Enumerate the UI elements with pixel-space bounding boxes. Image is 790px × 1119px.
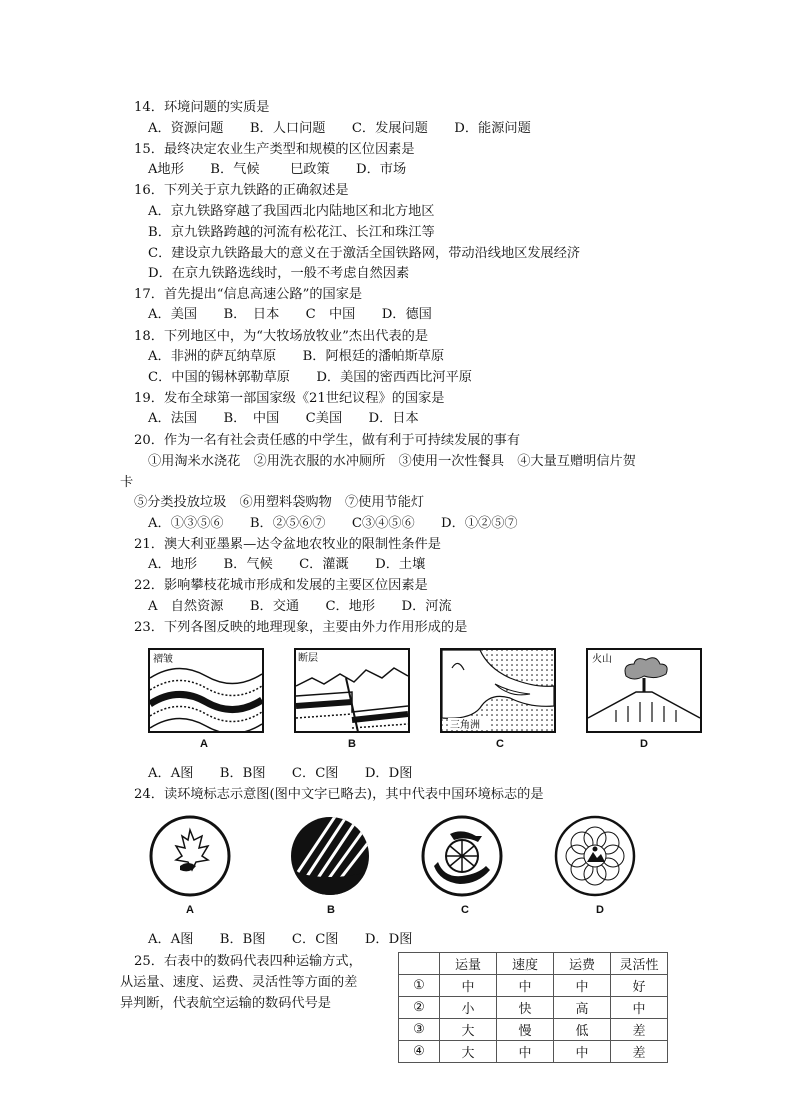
ring-circles-logo xyxy=(553,812,639,902)
fig23-caption-b: B xyxy=(348,738,356,750)
table-header-cell: 速度 xyxy=(497,953,554,975)
q14-options: A．资源问题 B．人口问题 C．发展问题 D．能源问题 xyxy=(148,121,531,136)
table-cell: ① xyxy=(399,975,440,997)
q20-options: A．①③⑤⑥ B．②⑤⑥⑦ C③④⑤⑥ D．①②⑤⑦ xyxy=(148,516,518,531)
table-cell: ② xyxy=(399,997,440,1019)
q24-options: A．A图 B．B图 C．C图 D．D图 xyxy=(148,932,413,947)
table-row xyxy=(399,1019,668,1041)
fold-label: 褶皱 xyxy=(153,654,173,665)
table-cell: ④ xyxy=(399,1041,440,1063)
volcano-label: 火山 xyxy=(592,654,612,665)
fig24-caption-d: D xyxy=(596,904,604,916)
table-header-cell: 运量 xyxy=(440,953,497,975)
q14-stem: 14．环境问题的实质是 xyxy=(134,100,270,115)
q18-options-cd: C．中国的锡林郭勒草原 D．美国的密西西比河平原 xyxy=(148,370,472,385)
q16-option-c: C．建设京九铁路最大的意义在于激活全国铁路网，带动沿线地区发展经济 xyxy=(148,246,581,261)
table-row xyxy=(399,1041,668,1063)
fold-diagram xyxy=(148,648,264,733)
q17-options: A．美国 B． 日本 C 中国 D．德国 xyxy=(148,307,432,322)
fig24-caption-c: C xyxy=(461,904,469,916)
volcano-diagram xyxy=(586,648,702,733)
table-header-cell: 灵活性 xyxy=(611,953,668,975)
table-row xyxy=(399,975,668,997)
q22-options: A 自然资源 B．交通 C．地形 D．河流 xyxy=(148,599,452,614)
q20-stem: 20．作为一名有社会责任感的中学生，做有利于可持续发展的事有 xyxy=(134,433,521,448)
q22-stem: 22．影响攀枝花城市形成和发展的主要区位因素是 xyxy=(134,578,428,593)
delta-label: 三角洲 xyxy=(450,720,480,731)
table-cell: 慢 xyxy=(497,1019,554,1041)
q21-options: A．地形 B．气候 C．灌溉 D．土壤 xyxy=(148,557,426,572)
table-cell: 中 xyxy=(440,975,497,997)
q24-stem: 24．读环境标志示意图(图中文字已略去)，其中代表中国环境标志的是 xyxy=(134,787,544,802)
q19-options: A．法国 B． 中国 C美国 D．日本 xyxy=(148,411,419,426)
q18-stem: 18．下列地区中，为“大牧场放牧业”杰出代表的是 xyxy=(134,329,429,344)
q21-stem: 21．澳大利亚墨累—达令盆地农牧业的限制性条件是 xyxy=(134,537,441,552)
q16-option-b: B．京九铁路跨越的河流有松花江、长江和珠江等 xyxy=(148,225,435,240)
q17-stem: 17．首先提出“信息高速公路”的国家是 xyxy=(134,287,363,302)
table-cell: 大 xyxy=(440,1019,497,1041)
table-header-cell xyxy=(399,953,440,975)
q15-options: A地形 B．气候 巳政策 D．市场 xyxy=(148,162,407,177)
q20-items-line1: ①用淘米水浇花 ②用洗衣服的水冲厕所 ③使用一次性餐具 ④大量互赠明信片贺 xyxy=(148,454,636,469)
table-cell: ③ xyxy=(399,1019,440,1041)
table-cell: 好 xyxy=(611,975,668,997)
table-header-cell: 运费 xyxy=(554,953,611,975)
table-cell: 差 xyxy=(611,1019,668,1041)
table-cell: 快 xyxy=(497,997,554,1019)
transport-table xyxy=(398,952,668,1063)
table-cell: 差 xyxy=(611,1041,668,1063)
q25-stem-line3: 异判断，代表航空运输的数码代号是 xyxy=(120,996,331,1011)
table-cell: 高 xyxy=(554,997,611,1019)
q16-option-a: A．京九铁路穿越了我国西北内陆地区和北方地区 xyxy=(148,204,435,219)
table-cell: 低 xyxy=(554,1019,611,1041)
q25-stem-line1: 25．右表中的数码代表四种运输方式， xyxy=(134,954,362,969)
q20-items-line2: 卡 xyxy=(120,475,134,490)
table-cell: 中 xyxy=(497,1041,554,1063)
q18-options-ab: A．非洲的萨瓦纳草原 B．阿根廷的潘帕斯草原 xyxy=(148,349,445,364)
q19-stem: 19．发布全球第一部国家级《21世纪议程》的国家是 xyxy=(134,391,445,406)
table-header-row xyxy=(399,953,668,975)
delta-diagram xyxy=(440,648,556,733)
q23-options: A．A图 B．B图 C．C图 D．D图 xyxy=(148,766,413,781)
table-cell: 中 xyxy=(611,997,668,1019)
table-cell: 大 xyxy=(440,1041,497,1063)
fault-diagram xyxy=(294,648,410,733)
q20-items-line3: ⑤分类投放垃圾 ⑥用塑料袋购物 ⑦使用节能灯 xyxy=(134,495,425,510)
table-cell: 小 xyxy=(440,997,497,1019)
maple-leaf-logo xyxy=(148,812,234,902)
table-cell: 中 xyxy=(554,1041,611,1063)
q16-stem: 16．下列关于京九铁路的正确叙述是 xyxy=(134,183,349,198)
q15-stem: 15．最终决定农业生产类型和规模的区位因素是 xyxy=(134,142,415,157)
q23-stem: 23．下列各图反映的地理现象，主要由外力作用形成的是 xyxy=(134,620,468,635)
fig24-caption-a: A xyxy=(186,904,194,916)
q25-stem-line2: 从运量、速度、运费、灵活性等方面的差 xyxy=(120,975,358,990)
fault-label: 断层 xyxy=(298,653,318,664)
table-cell: 中 xyxy=(497,975,554,997)
q16-option-d: D．在京九铁路选线时，一般不考虑自然因素 xyxy=(148,266,410,281)
globe-hands-logo xyxy=(420,812,506,902)
striped-circle-logo xyxy=(288,812,374,902)
table-row xyxy=(399,997,668,1019)
fig23-caption-d: D xyxy=(640,738,648,750)
fig23-caption-a: A xyxy=(200,738,208,750)
fig23-caption-c: C xyxy=(496,738,504,750)
fig24-caption-b: B xyxy=(327,904,335,916)
table-cell: 中 xyxy=(554,975,611,997)
